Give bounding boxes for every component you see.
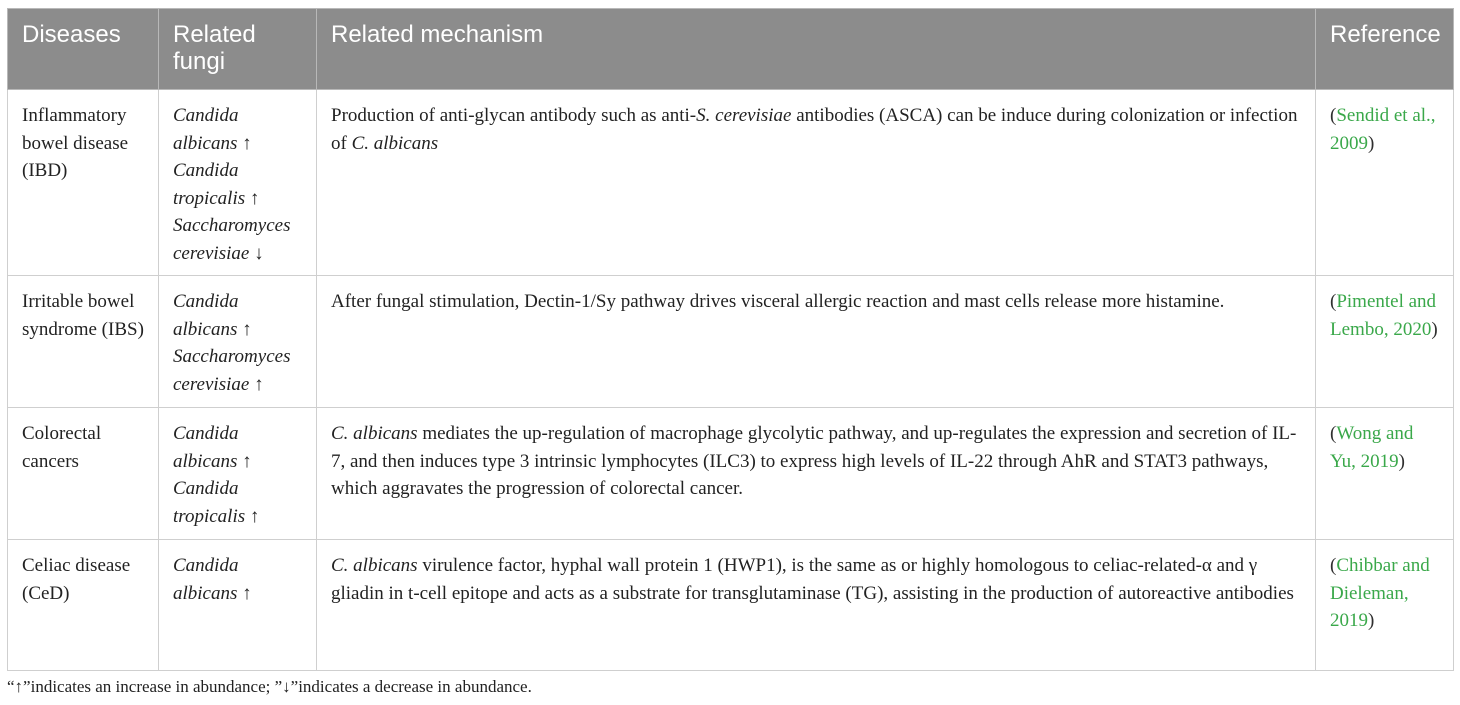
reference-cell: (Wong and Yu, 2019) <box>1316 408 1454 540</box>
reference-cell: (Chibbar and Dieleman, 2019) <box>1316 540 1454 671</box>
table-row <box>8 276 1454 408</box>
disease-cell: Colorectal cancers <box>8 408 159 540</box>
fungi-cell <box>159 408 317 540</box>
mechanism-cell: C. albicans virulence factor, hyphal wall protein 1 (HWP1), is the same as or highly homologous to celiac-related-α and γ gliadin in t-cell epitope and acts as a substrate for transglutaminase (TG), assisting in the production of autoreactive antibodies <box>317 540 1316 671</box>
reference-link[interactable]: Chibbar and Dieleman, 2019 <box>1330 555 1430 631</box>
fungi-cell <box>159 276 317 408</box>
mechanism-cell: After fungal stimulation, Dectin-1/Sy pathway drives visceral allergic reaction and mast cells release more histamine. <box>317 276 1316 408</box>
arrow-up-icon: ↑ <box>249 505 260 527</box>
table-row <box>8 408 1454 540</box>
fungus-entry: Candida albicans ↑ <box>173 423 252 472</box>
table-header-row <box>8 9 1454 90</box>
header-related-fungi: Related fungi <box>159 9 317 90</box>
fungus-entry: Candida albicans ↑ <box>173 291 252 340</box>
table-row <box>8 90 1454 276</box>
fungus-entry: Saccharomyces cerevisiae ↑ <box>173 346 291 395</box>
fungus-entry: Candida albicans ↑ <box>173 105 252 154</box>
table-footnote: “↑”indicates an increase in abundance; ”↓”indicates a decrease in abundance. <box>7 677 532 696</box>
arrow-up-icon: ↑ <box>242 450 252 472</box>
mechanism-cell: Production of anti-glycan antibody such as anti-S. cerevisiae antibodies (ASCA) can be induce during colonization or infection of C. albicans <box>317 90 1316 276</box>
disease-cell: Irritable bowel syndrome (IBS) <box>8 276 159 408</box>
fungus-entry: Candida albicans ↑ <box>173 555 252 604</box>
disease-cell: Celiac disease (CeD) <box>8 540 159 671</box>
fungus-entry: Candida tropicalis ↑ <box>173 160 260 209</box>
header-reference: Reference <box>1316 9 1454 90</box>
header-related-mechanism: Related mechanism <box>317 9 1316 90</box>
fungi-cell <box>159 540 317 671</box>
arrow-up-icon: ↑ <box>254 373 264 395</box>
reference-link[interactable]: Sendid et al., 2009 <box>1330 105 1436 154</box>
fungi-cell <box>159 90 317 276</box>
fungus-entry: Candida tropicalis ↑ <box>173 478 260 527</box>
header-diseases: Diseases <box>8 9 159 90</box>
reference-cell: (Sendid et al., 2009) <box>1316 90 1454 276</box>
arrow-up-icon: ↑ <box>242 582 252 604</box>
reference-link[interactable]: Wong and Yu, 2019 <box>1330 423 1414 472</box>
reference-link[interactable]: Pimentel and Lembo, 2020 <box>1330 291 1437 340</box>
disease-cell: Inflammatory bowel disease (IBD) <box>8 90 159 276</box>
reference-cell: (Pimentel and Lembo, 2020) <box>1316 276 1454 408</box>
table-row <box>8 540 1454 671</box>
arrow-up-icon: ↑ <box>242 318 252 340</box>
mechanism-cell: C. albicans mediates the up-regulation of macrophage glycolytic pathway, and up-regulates the expression and secretion of IL-7, and then induces type 3 intrinsic lymphocytes (ILC3) to express high levels of IL-22 through AhR and STAT3 pathways, which aggravates the progression of colorectal cancer. <box>317 408 1316 540</box>
fungus-entry: Saccharomyces cerevisiae ↓ <box>173 215 291 264</box>
arrow-down-icon: ↓ <box>254 242 264 264</box>
fungi-disease-table <box>7 8 1454 671</box>
arrow-up-icon: ↑ <box>249 187 260 209</box>
arrow-up-icon: ↑ <box>242 132 252 154</box>
